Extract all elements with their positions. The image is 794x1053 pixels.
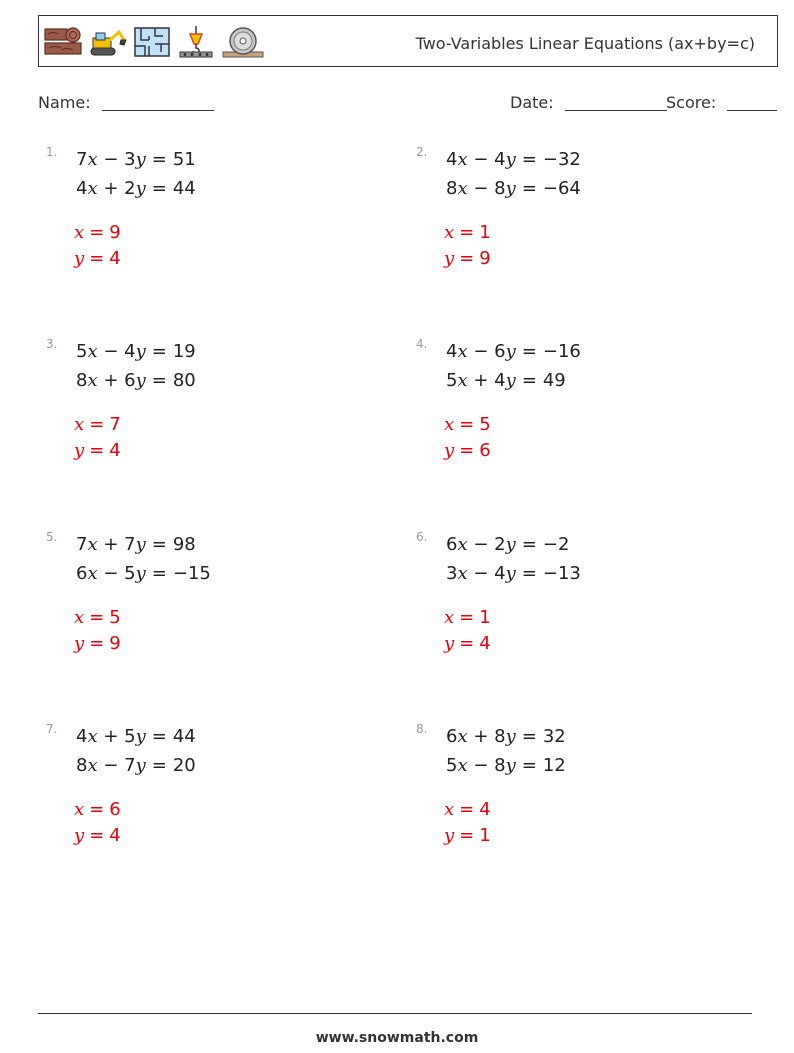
variable: x [87, 755, 98, 776]
answer-block [444, 605, 491, 657]
answer-variable: y [74, 248, 85, 269]
answer-equals: = [89, 799, 105, 820]
problem-8 [416, 722, 716, 852]
variable: y [135, 370, 146, 391]
coefficient: − 7 [97, 755, 136, 776]
variable: x [457, 726, 468, 747]
problem-number: 5. [46, 530, 58, 544]
variable: x [457, 563, 468, 584]
variable: x [87, 534, 98, 555]
answer-variable: x [74, 799, 85, 820]
coefficient: 6 [76, 563, 88, 584]
equals-sign: = [151, 341, 167, 362]
answer-value: 6 [479, 440, 491, 461]
header-icons [43, 24, 265, 60]
y-answer [74, 438, 121, 464]
answer-equals: = [459, 799, 475, 820]
coefficient: + 8 [467, 726, 506, 747]
equals-sign: = [151, 178, 167, 199]
x-answer [74, 797, 121, 823]
coefficient: 4 [76, 726, 88, 747]
equation-1-rhs: −32 [542, 149, 581, 170]
y-answer [74, 631, 121, 657]
answer-block [444, 412, 491, 464]
coefficient: 8 [76, 755, 88, 776]
equation-system [446, 149, 581, 199]
score-label: Score: [666, 93, 717, 112]
coefficient: + 6 [97, 370, 136, 391]
date-label: Date: [510, 93, 554, 112]
answer-variable: y [444, 825, 455, 846]
name-label: Name: [38, 93, 91, 112]
problem-4 [416, 337, 716, 467]
problem-number: 4. [416, 337, 428, 351]
variable: y [505, 726, 516, 747]
coefficient: + 4 [467, 370, 506, 391]
answer-variable: x [444, 799, 455, 820]
variable: x [457, 149, 468, 170]
equation-2-lhs [446, 755, 516, 776]
equals-sign: = [151, 149, 167, 170]
equation-system [76, 534, 211, 584]
problem-5 [46, 530, 346, 660]
answer-equals: = [459, 414, 475, 435]
variable: x [87, 726, 98, 747]
answer-value: 4 [479, 633, 491, 654]
answer-variable: x [74, 607, 85, 628]
equation-2-rhs: 49 [542, 370, 566, 391]
answer-value: 4 [109, 440, 121, 461]
variable: x [87, 178, 98, 199]
problem-number: 1. [46, 145, 58, 159]
x-answer [74, 220, 121, 246]
answer-block [444, 797, 491, 849]
score-field [666, 93, 777, 112]
name-blank-line[interactable] [102, 96, 214, 111]
equals-sign: = [151, 370, 167, 391]
date-blank-line[interactable] [565, 96, 667, 111]
equals-sign: = [521, 149, 537, 170]
answer-value: 9 [479, 248, 491, 269]
equation-2-rhs: 44 [172, 178, 196, 199]
answer-value: 1 [479, 607, 491, 628]
problem-number: 7. [46, 722, 58, 736]
score-blank-line[interactable] [727, 96, 777, 111]
coefficient: − 8 [467, 178, 506, 199]
coefficient: − 8 [467, 755, 506, 776]
equation-1-lhs [446, 149, 516, 170]
equation-1-rhs: −16 [542, 341, 581, 362]
answer-value: 5 [479, 414, 491, 435]
equation-1-lhs [76, 341, 146, 362]
coefficient: 3 [446, 563, 458, 584]
answer-variable: x [74, 222, 85, 243]
variable: y [505, 370, 516, 391]
answer-block [74, 605, 121, 657]
equation-1-lhs [76, 726, 146, 747]
coefficient: 7 [76, 534, 88, 555]
worksheet-header [38, 15, 778, 67]
equation-1-lhs [446, 341, 516, 362]
equation-1-lhs [446, 726, 516, 747]
answer-variable: y [74, 825, 85, 846]
x-answer [444, 797, 491, 823]
equals-sign: = [151, 726, 167, 747]
coefficient: 5 [446, 755, 458, 776]
answer-variable: y [444, 440, 455, 461]
coefficient: 4 [446, 149, 458, 170]
coefficient: + 5 [97, 726, 136, 747]
variable: y [135, 149, 146, 170]
answer-equals: = [459, 222, 475, 243]
equals-sign: = [521, 178, 537, 199]
equation-system [446, 534, 581, 584]
variable: y [505, 149, 516, 170]
coefficient: − 2 [467, 534, 506, 555]
equation-1-rhs: −2 [542, 534, 570, 555]
variable: y [505, 534, 516, 555]
variable: y [505, 755, 516, 776]
equation-1-lhs [76, 534, 146, 555]
problem-number: 3. [46, 337, 58, 351]
equals-sign: = [521, 534, 537, 555]
coefficient: + 7 [97, 534, 136, 555]
equation-1-rhs: 51 [172, 149, 196, 170]
equation-1-rhs: 44 [172, 726, 196, 747]
problem-1 [46, 145, 346, 275]
variable: x [457, 341, 468, 362]
y-answer [74, 246, 121, 272]
x-answer [444, 412, 491, 438]
answer-value: 9 [109, 222, 121, 243]
answer-equals: = [89, 607, 105, 628]
coefficient: − 4 [97, 341, 136, 362]
problem-number: 2. [416, 145, 428, 159]
y-answer [74, 823, 121, 849]
footer-website: www.snowmath.com [315, 1030, 479, 1046]
equals-sign: = [521, 341, 537, 362]
equation-2-lhs [446, 563, 516, 584]
answer-equals: = [89, 414, 105, 435]
answer-value: 7 [109, 414, 121, 435]
y-answer [444, 823, 491, 849]
equals-sign: = [521, 755, 537, 776]
equation-1-rhs: 19 [172, 341, 196, 362]
answer-variable: x [444, 607, 455, 628]
variable: y [505, 563, 516, 584]
variable: y [135, 534, 146, 555]
wood-logs-icon [43, 26, 83, 58]
footer-divider [38, 1013, 752, 1014]
y-answer [444, 438, 491, 464]
equation-1-lhs [76, 149, 146, 170]
equals-sign: = [521, 726, 537, 747]
name-field [38, 93, 214, 112]
equation-1-lhs [446, 534, 516, 555]
answer-equals: = [89, 440, 105, 461]
variable: y [505, 178, 516, 199]
answer-value: 9 [109, 633, 121, 654]
excavator-icon [88, 26, 128, 58]
answer-value: 5 [109, 607, 121, 628]
equation-1-rhs: 98 [172, 534, 196, 555]
problem-3 [46, 337, 346, 467]
equation-system [76, 149, 196, 199]
problem-6 [416, 530, 716, 660]
variable: y [135, 563, 146, 584]
x-answer [74, 605, 121, 631]
variable: x [87, 563, 98, 584]
equation-2-lhs [446, 178, 516, 199]
answer-equals: = [459, 248, 475, 269]
equation-2-lhs [446, 370, 516, 391]
variable: y [135, 341, 146, 362]
variable: x [457, 755, 468, 776]
coefficient: + 2 [97, 178, 136, 199]
coefficient: − 4 [467, 563, 506, 584]
variable: x [87, 149, 98, 170]
answer-equals: = [89, 633, 105, 654]
x-answer [74, 412, 121, 438]
equation-2-rhs: −64 [542, 178, 581, 199]
variable: x [457, 178, 468, 199]
worksheet-title: Two-Variables Linear Equations (ax+by=c) [415, 34, 755, 53]
coefficient: 8 [76, 370, 88, 391]
y-answer [444, 631, 491, 657]
answer-variable: y [444, 248, 455, 269]
answer-equals: = [89, 825, 105, 846]
equation-2-rhs: −13 [542, 563, 581, 584]
equation-2-rhs: −15 [172, 563, 211, 584]
equation-2-lhs [76, 755, 146, 776]
answer-variable: x [74, 414, 85, 435]
answer-equals: = [459, 825, 475, 846]
answer-value: 4 [479, 799, 491, 820]
equation-2-lhs [76, 178, 146, 199]
variable: x [457, 370, 468, 391]
answer-value: 4 [109, 248, 121, 269]
equation-2-rhs: 12 [542, 755, 566, 776]
answer-value: 1 [479, 222, 491, 243]
answer-block [444, 220, 491, 272]
problem-2 [416, 145, 716, 275]
equals-sign: = [151, 755, 167, 776]
coefficient: − 3 [97, 149, 136, 170]
problem-number: 6. [416, 530, 428, 544]
equals-sign: = [151, 534, 167, 555]
answer-value: 4 [109, 825, 121, 846]
answer-equals: = [459, 440, 475, 461]
coefficient: − 5 [97, 563, 136, 584]
variable: y [135, 755, 146, 776]
answer-value: 1 [479, 825, 491, 846]
problem-7 [46, 722, 346, 852]
coefficient: 4 [446, 341, 458, 362]
answer-variable: y [444, 633, 455, 654]
answer-equals: = [89, 248, 105, 269]
equation-system [76, 726, 196, 776]
coefficient: 5 [446, 370, 458, 391]
equation-2-lhs [76, 563, 146, 584]
equation-2-lhs [76, 370, 146, 391]
answer-equals: = [459, 607, 475, 628]
x-answer [444, 220, 491, 246]
coefficient: 5 [76, 341, 88, 362]
variable: x [87, 370, 98, 391]
answer-block [74, 220, 121, 272]
date-field [510, 93, 667, 112]
answer-variable: y [74, 440, 85, 461]
equals-sign: = [521, 563, 537, 584]
variable: y [135, 726, 146, 747]
equals-sign: = [521, 370, 537, 391]
coefficient: 4 [76, 178, 88, 199]
answer-equals: = [459, 633, 475, 654]
equation-system [76, 341, 196, 391]
y-answer [444, 246, 491, 272]
maze-icon [133, 26, 171, 58]
equation-system [446, 726, 566, 776]
variable: x [87, 341, 98, 362]
variable: x [457, 534, 468, 555]
variable: y [135, 178, 146, 199]
saw-blade-icon [221, 26, 265, 58]
coefficient: 7 [76, 149, 88, 170]
x-answer [444, 605, 491, 631]
crane-hook-icon [176, 26, 216, 58]
coefficient: − 6 [467, 341, 506, 362]
coefficient: 6 [446, 726, 458, 747]
variable: y [505, 341, 516, 362]
equation-2-rhs: 80 [172, 370, 196, 391]
equals-sign: = [151, 563, 167, 584]
answer-value: 6 [109, 799, 121, 820]
answer-block [74, 797, 121, 849]
coefficient: 8 [446, 178, 458, 199]
answer-equals: = [89, 222, 105, 243]
coefficient: 6 [446, 534, 458, 555]
coefficient: − 4 [467, 149, 506, 170]
answer-block [74, 412, 121, 464]
equation-2-rhs: 20 [172, 755, 196, 776]
equation-system [446, 341, 581, 391]
equation-1-rhs: 32 [542, 726, 566, 747]
answer-variable: y [74, 633, 85, 654]
problem-number: 8. [416, 722, 428, 736]
answer-variable: x [444, 414, 455, 435]
answer-variable: x [444, 222, 455, 243]
